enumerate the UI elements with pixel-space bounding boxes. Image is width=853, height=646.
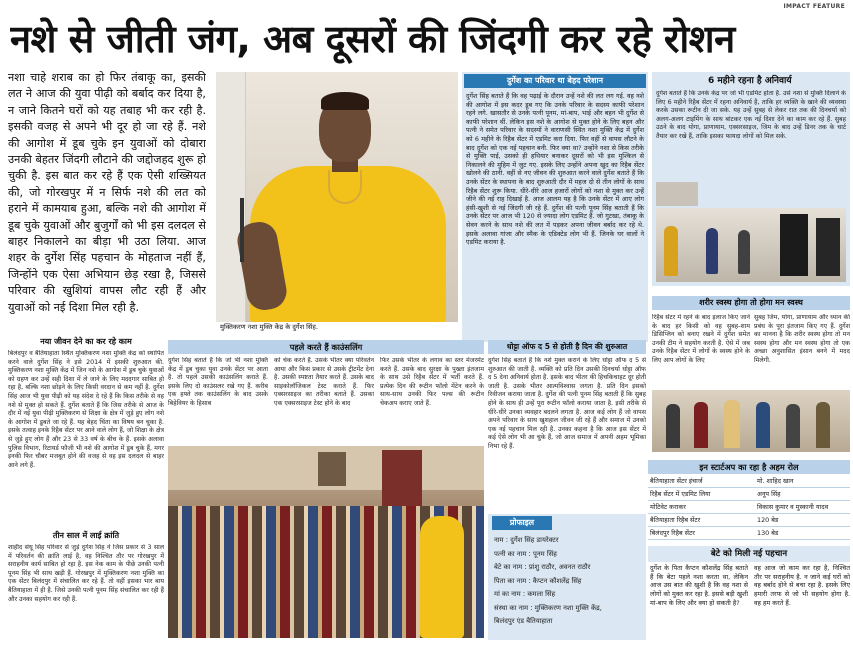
dotta-header bbox=[488, 340, 646, 354]
startup-row-key: बैतियाहाता सेंटर इंचार्ज bbox=[650, 477, 703, 485]
photo-hair bbox=[321, 92, 369, 110]
healthy-body-title: शरीर स्वस्थ होगा तो होगा मन स्वस्थ bbox=[699, 298, 803, 307]
gym-photo-top bbox=[656, 182, 698, 206]
startup-row-value: अनूप सिंह bbox=[757, 490, 781, 498]
startup-row bbox=[648, 475, 850, 488]
main-photo bbox=[216, 72, 458, 330]
gym-person bbox=[664, 226, 678, 276]
crowd-door bbox=[382, 450, 422, 506]
photo-mic bbox=[240, 198, 244, 262]
group-person bbox=[816, 402, 830, 448]
photo-curtain bbox=[216, 72, 246, 322]
startup-row bbox=[648, 488, 850, 501]
profile-line: पिता का नाम : कैप्टन कौशलेंद्र सिंह bbox=[494, 576, 582, 585]
photo-chain bbox=[328, 170, 362, 204]
dotta-title: धोट्टा ऑफ द 5 से होती है दिन की शुरुआत bbox=[506, 342, 628, 351]
startup-row-value: 120 बेड bbox=[757, 516, 779, 524]
son-identity-title: बेटे को मिली नई पहचान bbox=[710, 549, 788, 559]
revolution-title: तीन साल में लाई क्रांति bbox=[52, 531, 120, 540]
group-person bbox=[786, 404, 800, 448]
startup-table bbox=[648, 475, 850, 543]
profile-line: नाम : दुर्गेश सिंह डायरेक्टर bbox=[494, 536, 559, 544]
profile-line: पत्नी का नाम : पूनम सिंह bbox=[494, 549, 557, 558]
healthy-body-left: रिहैब सेंटर में रहने के बाद इलाज किए जाने के बाद हर किसी को वह सुबह-शाम डिसिप्लिन को बनाए रखने में दुर्गेश समेत उनकी टीम ने सहयोग करती है. ऐसे में जब उनके रिहैब सेंटर में लोगों के स्वस्थ होने के लिए आप लोगों के लिए bbox=[652, 314, 750, 364]
group-photo bbox=[652, 390, 850, 452]
group-person bbox=[724, 400, 740, 448]
six-months-title: 6 महीने रहना है अनिवार्य bbox=[708, 76, 792, 86]
profile-line: बिलंदपुर एंड बैतियाहाता bbox=[494, 617, 553, 625]
gym-machine bbox=[780, 214, 808, 276]
dotta-text: दुर्गेश सिंह बताते हैं कि नशे मुक्त कराने के लिए धोट्टा ऑफ द 5 से शुरुआत की जाती है. व्यक्ति को प्रति दिन उसकी दिनचर्या धोट्टा ऑफ द 5 देना अनिवार्य होता है. इसके बाद भीतर की हिचकिचाहट दूर होती जाती है. उसके भीतर आत्मविश्वास जगता है. प्रति दिन इसको रिवीजन कराया जाता है. दुर्गेश की पत्नी पूनम सिंह बताती हैं कि सुबह होने के साथ ही उन्हें पूरा रूटीन फॉलो कराया जाता है. इसी तरीके से धीरे-धीरे उनका व्यवहार बदलने लगता है. आज कई लोग हैं जो वापस अपने परिवार के साथ खुशहाल जीवन जी रहे हैं और समाज में उनको एक नई पहचान मिल रही है. उनका कहना है कि आज इस सेंटर में कई ऐसे लोग भी आ चुके हैं, जो आज समाज में अपनी अहम भूमिका निभा रहे हैं. bbox=[488, 357, 646, 450]
startup-row-key: बैतियाहाता रिहैब सेंटर bbox=[650, 516, 701, 524]
revolution-text: शाहीद संधू सिंह परिवार से जुड़े दुर्गेश सिंह ने जिस प्रकार से 3 साल में परिवर्तन की क्रांति लाई है, वह निश्चित तौर पर गोरखपुर में सराहनीय कार्य साबित हो रहा है. इस नेक काम के पीछे उनकी पत्नी पूनम सिंह भी साथ खड़ी हैं. गोरखपुर में मुक्तिकरण नशा मुक्ति का एक सेंटर बिलंदपुर में संचालित कर रहे हैं. तो वहीं इसका भार बाय बैतियाहाता में ही है. जिसे उनकी पत्नी पूनम सिंह संचालित कर रही हैं और उनका सहयोग कर रही हैं. bbox=[8, 544, 164, 603]
profile-box bbox=[488, 514, 646, 640]
crowd-window bbox=[318, 452, 346, 486]
gym-person bbox=[706, 228, 718, 274]
profile-line: बेटे का नाम : प्रांशु राठौर, अवनत राठौर bbox=[494, 563, 591, 571]
son-identity-left: दुर्गेश के पिता कैप्टन कौशलेंद्र सिंह बताते हैं कि बेटा पहले नशा करता था, लेकिन आज उस बात की खुशी है कि वह नशा से लोगों को मुक्त कर रहा है. इससे बड़ी खुशी मां-बाप के लिए और क्या हो सकती है? bbox=[650, 564, 748, 607]
gym-photo-main bbox=[656, 208, 846, 282]
healthy-body-header bbox=[652, 296, 850, 310]
lede-paragraph: नशा चाहे शराब का हो फिर तंबाकू का, इसकी लत ने आज की युवा पीढ़ी को बर्बाद कर दिया है, न जाने कितने घरों को यह तबाह भी कर रही है. इसकी वजह से अपने भी दूर हो जा रहे हैं. नशे की आगोश में डूब चुके इन युवाओं को दोबारा उनकी बेहतर जिंदगी लौटाने की जद्दोजहद शुरू हो चुकी है. इस बात कर रहे हैं एक ऐसी शख्सियत की, जो गोरखपुर में न सिर्फ नशे की लत को हराने में कामयाब हुआ, बल्कि नशे की आगोश में डूब चुके युवाओं और बुजुर्गों को भी इस दलदल से बाहर निकालने का बीड़ा भी उठा लिया. आज शहर के दुर्गेश सिंह पहचान के मोहताज नहीं हैं, जिन्होंने एक ऐसा अभियान छेड़ रखा है, जिससे परिवार की खुशियां वापस लौट रही हैं और युवाओं को नई दिशा मिल रही है. bbox=[8, 71, 206, 314]
group-person bbox=[694, 402, 708, 448]
startup-header bbox=[648, 460, 850, 474]
profile-line: मां का नाम : कमला सिंह bbox=[494, 590, 556, 598]
group-person bbox=[666, 404, 680, 448]
startup-row-key: मोटिवेट कराकर bbox=[650, 503, 686, 511]
page-headline: नशे से जीती जंग, अब दूसरों की जिंदगी कर रहे रोशन bbox=[10, 17, 735, 61]
startup-row bbox=[648, 501, 850, 514]
photo-caption: मुक्तिकरण नशा मुक्ति केंद्र के दुर्गेश सिंह. bbox=[216, 322, 458, 332]
left-col-title: नया जीवन देने का कर रहे काम bbox=[40, 337, 132, 346]
counselling-col-1: दुर्गेश सिंह बताते हैं कि जो भी नशा मुक्ति केंद्र में डूब चुका युवा उनके सेंटर पर आता है. तो पहले उसकी काउंसलिंग कराते हैं. इसके लिए दो काउंसलर रखे गए हैं. करीब एक हफ्ते तक काउंसलिंग के बाद उसके बिहेवियर के हिसाब bbox=[168, 357, 268, 407]
six-months-box bbox=[652, 72, 850, 286]
counselling-col-2: को चेक करते हैं. उसके भीतर क्या परिवर्तन आया और किस प्रकार से उसके ट्रीटमेंट देना है. उसकी स्पष्टता तैयार करते हैं. उसके बाद साइकोलॉजिकल टेस्ट कराते हैं. फिर एक्सरसाइज का तरीका बताते हैं. उसका एक एक्सरसाइज टेस्ट होने के बाद bbox=[274, 357, 374, 407]
crowd-photo bbox=[168, 446, 484, 638]
counselling-title: पहले करते हैं काउंसलिंग bbox=[289, 342, 363, 352]
profile-title: प्रोफाइल bbox=[492, 516, 552, 530]
startup-row-value: 130 बेड bbox=[757, 529, 779, 537]
healthy-body-right: सुबह जिम, योगा, प्राणायाम और ध्यान की प्रबंध के पूरा इंतजाम किए गए हैं. दुर्गेश का मानना है कि शरीर स्वस्थ होगा तो मन स्वस्थ होगा और मन स्वस्थ होगा तो एक अच्छा अनुशासित इंसान बनने में मदद मिलेगी. bbox=[754, 314, 850, 364]
profile-line: संस्था का नाम : मुक्तिकरण नशा मुक्ति केंद्र, bbox=[494, 603, 602, 612]
startup-row bbox=[648, 527, 850, 540]
startup-row-key: रिहैब सेंटर में एडमिट लिया bbox=[650, 490, 711, 498]
gym-person bbox=[738, 230, 750, 274]
speaker-figure bbox=[420, 516, 464, 638]
startup-title: इन स्टार्टअप का रहा है अहम रोल bbox=[699, 462, 799, 472]
section-tag: IMPACT FEATURE bbox=[783, 3, 845, 10]
family-box-title: दुर्गेश का परिवार था बेहद परेशान bbox=[464, 74, 646, 88]
profile-lines bbox=[488, 532, 646, 631]
family-box-text: दुर्गेश सिंह बताते हैं कि वह पढ़ाई के दौरान उन्हें नशे की लत लग गई. वह नशे की आगोश में इस कदर डूब गए कि उनके परिवार के सदस्य काफी परेशान रहने लगे. खासतौर से उनके पत्नी पूनम, मां-बाप, भाई और बहन भी दुर्गेश से काफी परेशान थीं. लेकिन इस नशे के आगोश से मुक्त होने के लिए बहन और पत्नी ने समेत परिवार के सदस्यों ने वाराणसी स्थित नशा मुक्ति केंद्र में दुर्गेश को 6 महीने के रिहैब सेंटर में एडमिट करा दिया. फिर वहीं से वापस लौटने के बाद दुर्गेश को एक नई पहचान बनी. फिर क्या था? उन्होंने नशा से किस तरीके से मुक्ति पाई, उसको ही हथियार बनाकर दूसरों को भी इस मुश्किल से निकालने की मुहिम में जुट गए. इसके लिए उन्होंने अपना खुद का रिहैब सेंटर खोलने की ठानी. वहीं से नए जीवन की शुरुआत करने वाले दुर्गेश बताते हैं कि उनके सेंटर के स्थापना के बाद शुरुआती दौर में महज दो से तीन लोगों के साथ रिहैब सेंटर शुरू किया. धीरे-धीरे आज हजारों लोगों को नशा से मुक्त कर उन्हें जीने की नई राह दिखाई है. आज आलम यह है कि उनके सेंटर में आए लोग हंसी-खुशी से नई जिंदगी जी रहे हैं. दुर्गेश की पत्नी पूनम सिंह बताती हैं कि उनके सेंटर पर आज भी 120 से ज्यादा लोग एडमिट हैं. जो गुटखा, तंबाकू के सेवन करने के साथ नशे की लत में पड़कर अपना जीवन बर्बाद कर रहे थे. इसके अलावा गांजा और स्मैक के एडिक्टेड लोग भी हैं. जिनके घर वालों ने एडमिट कराया है. bbox=[466, 92, 644, 247]
gym-machine bbox=[816, 218, 840, 276]
group-person bbox=[756, 402, 770, 448]
six-months-text: दुर्गेश बताते हैं कि उनके केंद्र पर जो भी एडमिट होता है. उसे नशा से मुक्ति दिलाने के लिए 6 महीने रिहैब सेंटर में रहना अनिवार्य है, ताकि हर व्यक्ति के खाने की व्यवस्था करके उसका रूटीन दी जा सके. यह उन्हें सुबह से लेकर रात तक की दिनचर्या को अलग-अलग टाइमिंग के साथ बांटकर एक नई दिशा देने का काम कर रहे हैं. सुबह उठने के बाद योगा, प्राणायाम, एक्सरसाइज, जिम के बाद उन्हें डिनर तक के चार्ट तैयार कर रखे हैं, ताकि इसका फायदा लोगों को मिल सके. bbox=[656, 90, 846, 140]
left-col-text: बिलंदपुर व बैतियाहाता स्थित मुक्तिकरण नशा मुक्ति केंद्र को स्थापित करने वाले दुर्गेश सिंह ने इसे 2014 में इसकी शुरुआत की. मुक्तिकरण नशा मुक्ति केंद्र में जिन नशे के आगोश में डूब चुके युवाओं को ग्रहण कर उन्हें सही दिशा में ले जाने के लिए मददगार साबित हो रहा है, बल्कि नशा छोड़ने के लिए किसी वरदान से कम नहीं है. दुर्गेश सिंह आज भी युवा पीढ़ी को यह संदेश दे रहे हैं कि किस तरीके से वह नशे से मुक्त हो सकते हैं. दुर्गेश बताते हैं कि जिस तरीके से आज के दौर में नई युवा पीढ़ी मुक्तिकरण से शिक्षा के क्षेत्र में जुड़े हुए लोग नशे के आगोश में डूबते जा रहे हैं. यह बेहद चिंता का विषय बन चुका है. इसके तत्वाह इनके रिहैब सेंटर पर आने वाले लोग हैं, जो शिक्षा के क्षेत्र से जुड़े हुए लोग हैं और 23 से 33 वर्ष के बीच के हैं. इसके अलावा पुलिस विभाग, रिटायर्ड फौजी भी नशे की आगोश में डूब चुके हैं, मगर इनकी फिर चौबर मजबूत होने की वजह से वह इस दलदल से बाहर आने लगे हैं. bbox=[8, 350, 164, 469]
family-box bbox=[462, 72, 648, 342]
counselling-col-3: फिर उसके भीतर के लगाव का स्तर मेजरमेंट करते हैं. उसके बाद सुरक्षा के पुख्ता इंतजाम के साथ उसे रिहैब सेंटर में भर्ती करते हैं. प्रत्येक दिन की रूटीन फॉलो मेंटेन करने के साथ-साथ उनकी फिर पल्स की रूटीन चेकअप कराए जाते हैं. bbox=[380, 357, 484, 407]
counselling-header bbox=[168, 340, 484, 354]
startup-row-value: मो. शाहिद खान bbox=[757, 477, 794, 485]
startup-row-key: बिलंदपुर रिहैब सेंटर bbox=[650, 529, 695, 537]
son-identity-header bbox=[648, 546, 850, 562]
son-identity-right: वह आज जो काम कर रहा है, निश्चित तौर पर सराहनीय है. न जाने कई घरों को वह बर्बाद होने से बचा रहा है. इसके लिए हमारी तरफ से जो भी सहयोग होगा है. वह हम करते हैं. bbox=[754, 564, 850, 607]
startup-row bbox=[648, 514, 850, 527]
startup-row-value: विकास कुमार व मुस्कानी यादव bbox=[757, 503, 829, 511]
